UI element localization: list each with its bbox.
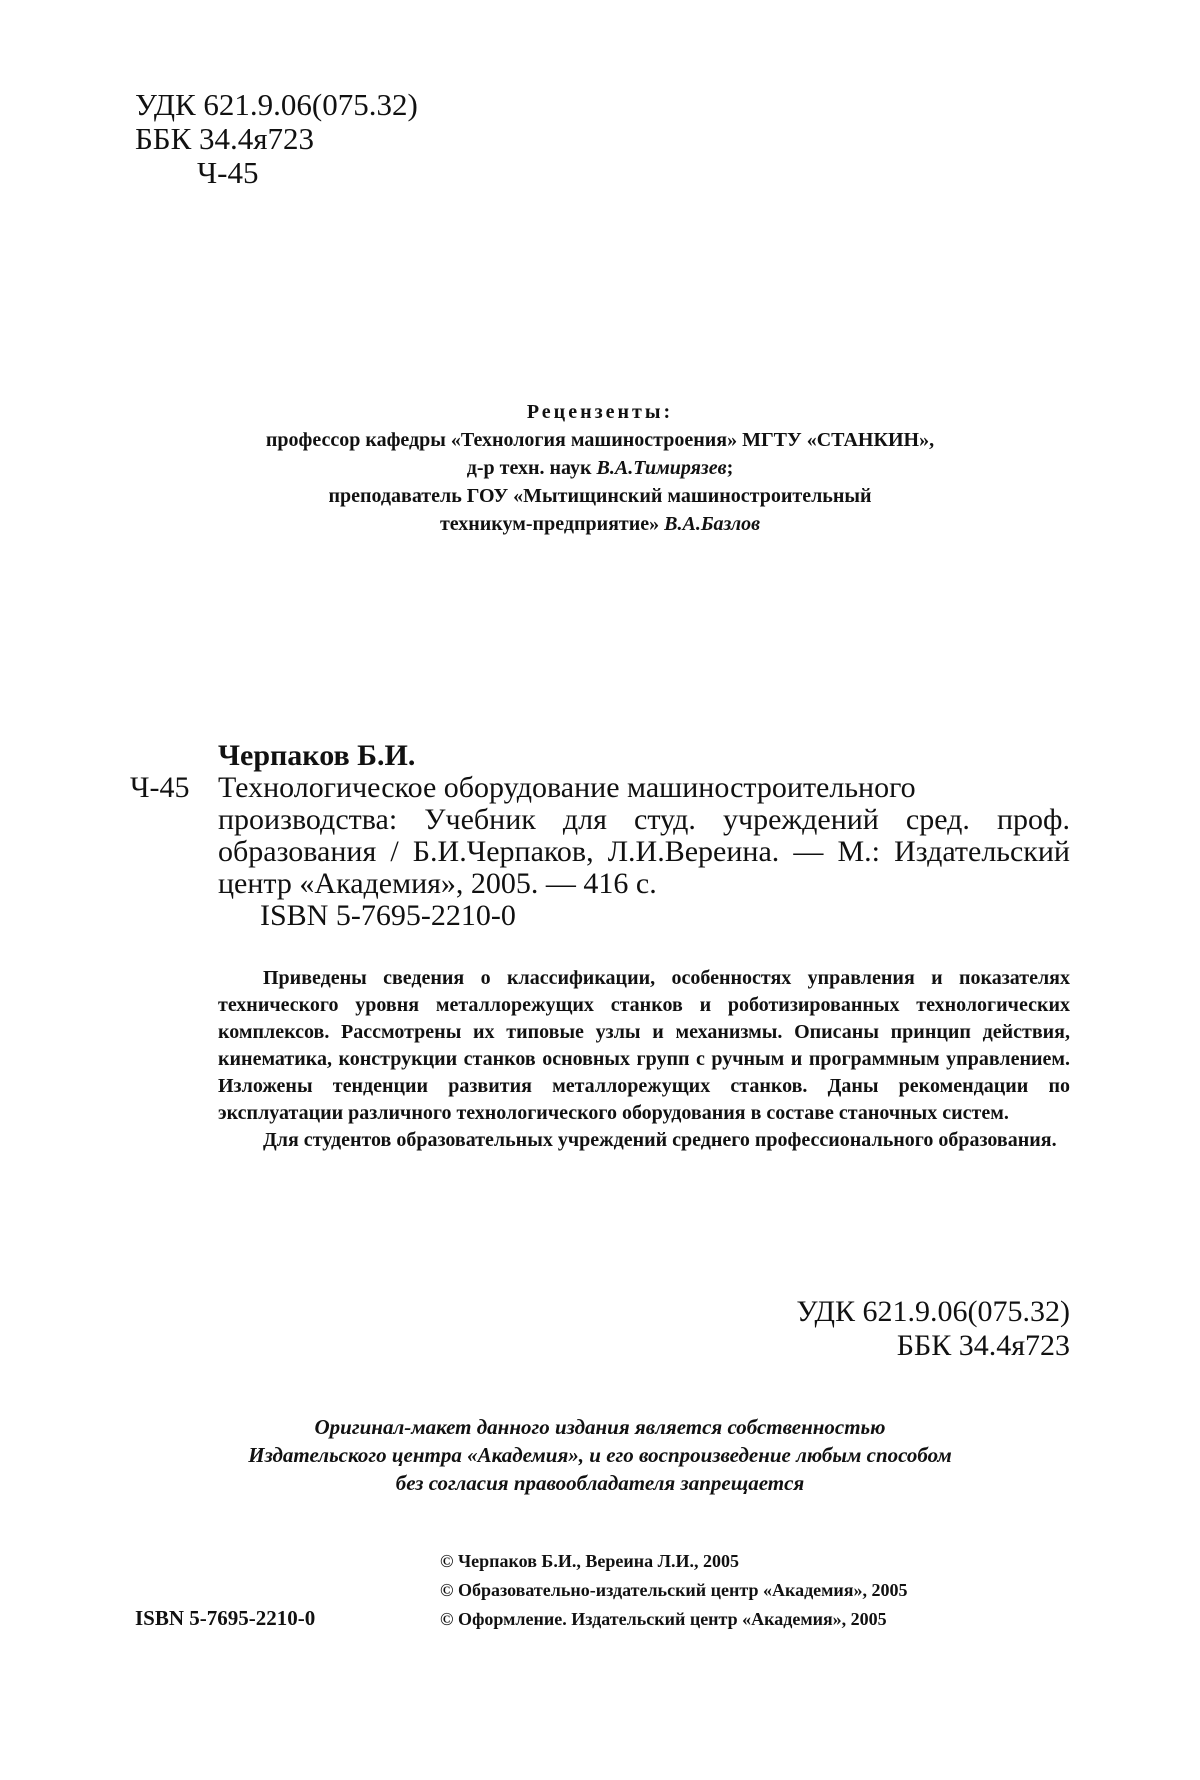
- reviewer-degree: д-р техн. наук: [466, 457, 597, 479]
- book-title: Технологическое оборудование машиностроительного: [218, 771, 916, 804]
- reviewer-name-2: В.А.Базлов: [664, 513, 761, 535]
- reviewers-block: [150, 398, 1050, 538]
- reviewer-affiliation-2-end: техникум-предприятие»: [439, 513, 665, 535]
- copyright-publisher: © Образовательно-издательский центр «Академия», 2005: [440, 1580, 908, 1600]
- book-description: производства: Учебник для студ. учреждений сред. проф. образования / Б.И.Черпаков, Л.И.Вереина. — М.: Издательский центр «Академия», 2005. — 416 с.: [218, 803, 1070, 900]
- annotation-paragraph-2: Для студентов образовательных учреждений среднего профессионального образования.: [263, 1129, 1057, 1151]
- copyright-notice: [130, 1413, 1070, 1497]
- notice-line-2: Издательского центра «Академия», и его воспроизведение любым способом: [248, 1443, 952, 1467]
- copyright-lines: [440, 1547, 908, 1634]
- notice-line-1: Оригинал-макет данного издания является собственностью: [314, 1415, 886, 1439]
- bbk-code: ББК 34.4я723: [135, 121, 315, 156]
- reviewers-heading: Рецензенты:: [526, 401, 674, 423]
- reviewer-name-1: В.А.Тимирязев: [596, 457, 727, 479]
- copyright-authors: © Черпаков Б.И., Вереина Л.И., 2005: [440, 1551, 739, 1571]
- notice-line-3: без согласия правообладателя запрещается: [395, 1471, 805, 1495]
- biblio-author-sign: Ч-45: [130, 771, 190, 804]
- book-isbn: ISBN 5-7695-2210-0: [260, 899, 516, 932]
- reviewer-affiliation-1: профессор кафедры «Технология машиностроения» МГТУ «СТАНКИН»,: [265, 429, 935, 451]
- annotation-paragraph-1: Приведены сведения о классификации, особенностях управления и показателях технического уровня металлорежущих станков и роботизированных технологических комплексов. Рассмотрены их типовые узлы и механизмы. Описаны принцип действия, кинематика, конструкции станков основных групп с ручным и программным управлением. Изложены тенденции развития металлорежущих станков. Даны рекомендации по эксплуатации различного технологического оборудования в составе станочных систем.: [218, 967, 1070, 1124]
- author-sign: Ч-45: [197, 155, 259, 190]
- reviewer-1: [150, 454, 1050, 482]
- book-annotation: [218, 965, 1070, 1154]
- classification-codes-bottom: [796, 1295, 1070, 1363]
- copyright-design: © Оформление. Издательский центр «Академия», 2005: [440, 1609, 887, 1629]
- classification-codes-top: [135, 88, 418, 190]
- reviewer-separator: ;: [726, 457, 734, 479]
- bbk-code-bottom: ББК 34.4я723: [896, 1329, 1070, 1362]
- book-author: Черпаков Б.И.: [218, 739, 416, 772]
- udc-code: УДК 621.9.06(075.32): [135, 87, 418, 122]
- reviewer-2: [150, 510, 1050, 538]
- udc-code-bottom: УДК 621.9.06(075.32): [796, 1295, 1070, 1328]
- biblio-title-row: [130, 772, 1070, 804]
- reviewer-affiliation-2: преподаватель ГОУ «Мытищинский машиностроительный: [328, 485, 872, 507]
- bibliographic-record: [130, 740, 1070, 932]
- isbn-bottom: ISBN 5-7695-2210-0: [135, 1606, 316, 1630]
